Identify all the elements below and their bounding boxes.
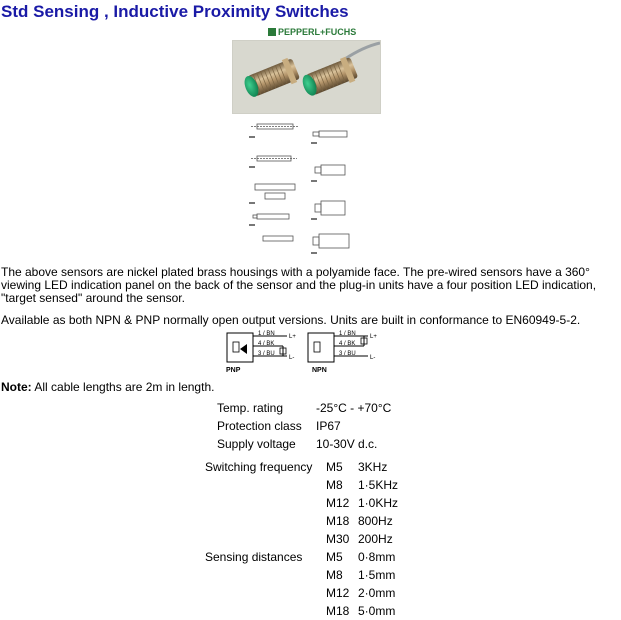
sensing-size: M18 — [326, 604, 350, 618]
sensing-value: 5·0mm — [358, 604, 396, 618]
sensing-size: M12 — [326, 586, 350, 600]
note-text: All cable lengths are 2m in length. — [31, 380, 215, 394]
temp-rating-value: -25°C - +70°C — [316, 401, 392, 415]
page-title: Std Sensing , Inductive Proximity Switches — [1, 2, 349, 21]
pnp-wiring-diagram — [225, 330, 307, 374]
specifications — [0, 400, 621, 620]
brand-logo — [268, 27, 356, 37]
npn-wire-1: 1 / BN — [339, 331, 356, 337]
product-photo — [232, 40, 381, 114]
switching-value: 1·0KHz — [358, 496, 399, 510]
availability-text: Available as both NPN & PNP normally open output versions. Units are built in conformance to EN60949-5-2. — [1, 313, 581, 327]
switching-size: M12 — [326, 496, 350, 510]
npn-wiring-diagram — [306, 330, 386, 374]
npn-terminal-minus: L- — [370, 355, 376, 361]
switching-value: 3KHz — [358, 460, 388, 474]
supply-voltage-value: 10-30V d.c. — [316, 437, 378, 451]
pnp-wire-3: 3 / BU — [258, 351, 275, 357]
pnp-schematic — [225, 330, 307, 377]
sensing-size: M5 — [326, 550, 343, 564]
sensing-value: 2·0mm — [358, 586, 396, 600]
npn-wire-2: 4 / BK — [339, 341, 356, 347]
dimension-drawings-graphic — [243, 118, 373, 260]
switching-value: 800Hz — [358, 514, 393, 528]
sensing-size: M8 — [326, 568, 343, 582]
switching-size: M30 — [326, 532, 350, 546]
protection-class-label: Protection class — [217, 419, 302, 433]
brand-logo-text: PEPPERL+FUCHS — [278, 27, 357, 37]
switching-size: M5 — [326, 460, 343, 474]
sensing-value: 1·5mm — [358, 568, 396, 582]
note-label: Note: — [1, 380, 32, 394]
sensor-photo-graphic — [233, 41, 380, 113]
pnp-terminal-plus: L+ — [289, 334, 296, 340]
pnp-wire-1: 1 / BN — [258, 331, 275, 337]
description-text: The above sensors are nickel plated brass housings with a polyamide face. The pre-wired sensors have a 360° viewing LED indication panel on the back of the sensor and the plug-in units have a four position LED indication, "target sensed" around the sensor. — [1, 265, 597, 305]
cable-note — [1, 380, 214, 394]
switching-frequency-label: Switching frequency — [205, 460, 313, 474]
npn-label: NPN — [312, 367, 327, 374]
switching-value: 200Hz — [358, 532, 393, 546]
pnp-label: PNP — [226, 367, 241, 374]
npn-wire-3: 3 / BU — [339, 351, 356, 357]
protection-class-value: IP67 — [316, 419, 341, 433]
npn-terminal-plus: L+ — [370, 334, 377, 340]
switching-value: 1·5KHz — [358, 478, 399, 492]
dimension-drawings — [243, 118, 373, 260]
sensing-distances-label: Sensing distances — [205, 550, 303, 564]
pnp-terminal-minus: L- — [289, 355, 295, 361]
sensing-value: 0·8mm — [358, 550, 396, 564]
supply-voltage-label: Supply voltage — [217, 437, 296, 451]
pnp-wire-2: 4 / BK — [258, 341, 275, 347]
switching-size: M18 — [326, 514, 350, 528]
npn-schematic — [306, 330, 386, 377]
temp-rating-label: Temp. rating — [217, 401, 284, 415]
switching-size: M8 — [326, 478, 343, 492]
brand-logo-icon — [268, 28, 276, 36]
